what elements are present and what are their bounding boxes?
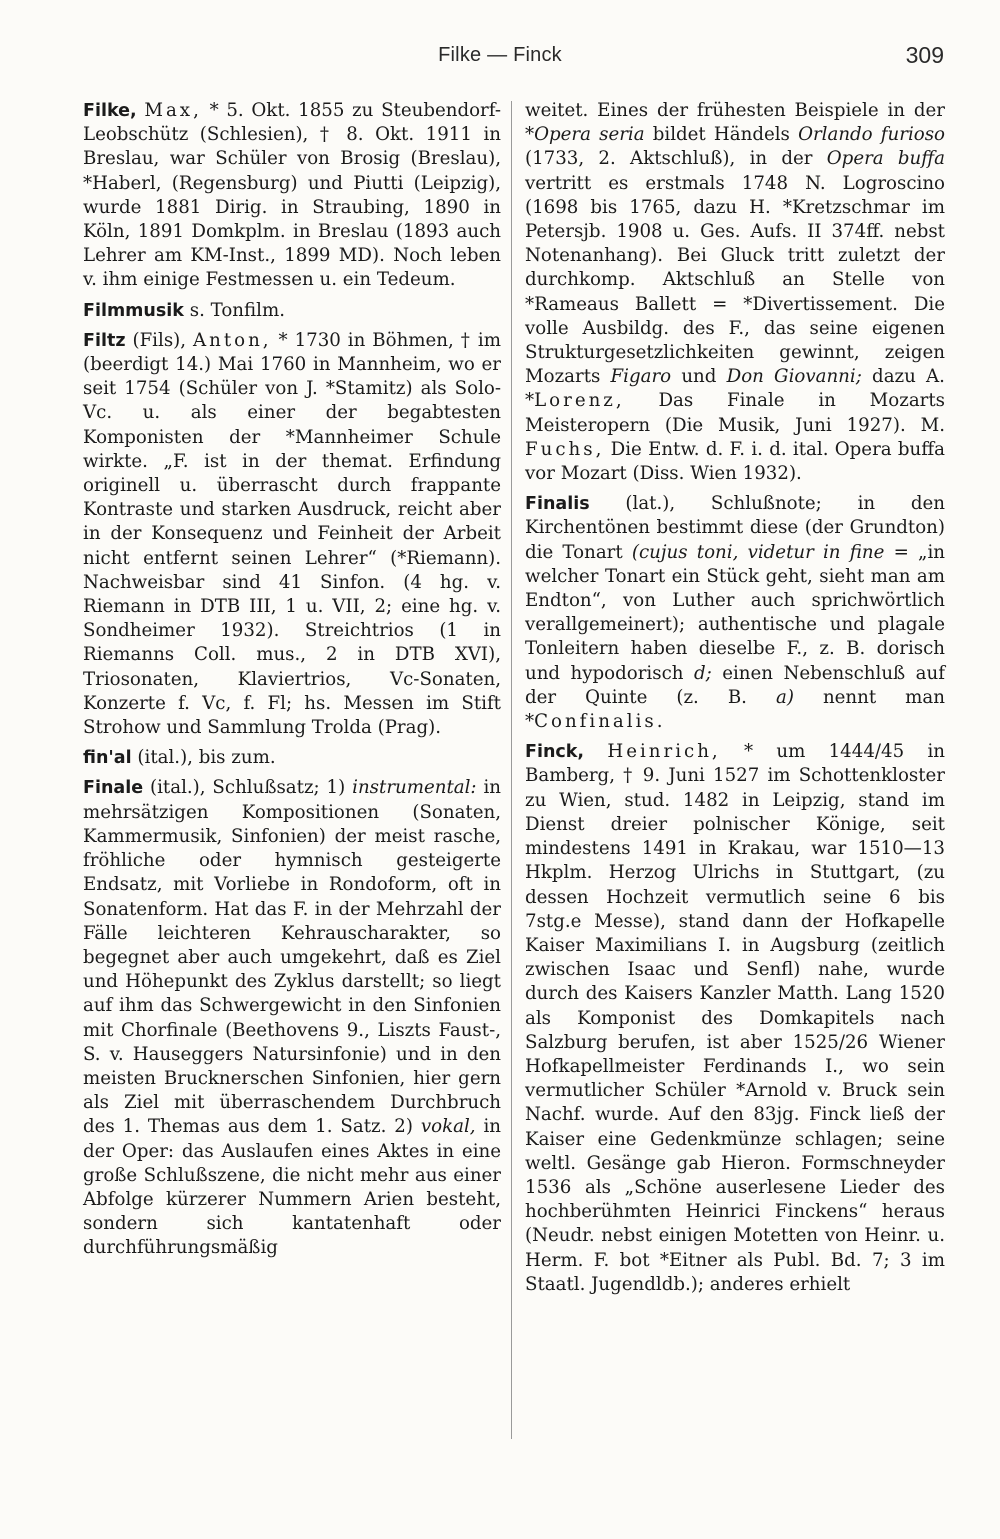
page-number: 309	[905, 42, 944, 68]
headword: Filtz	[83, 330, 126, 351]
left-column	[83, 99, 501, 1267]
entry-finck	[525, 740, 945, 1297]
entry-text: (ital.), Schlußsatz; 1)	[150, 777, 346, 799]
entry-text: * um 1444/45 in Bamberg, † 9. Juni 1527 im Schottenkloster zu Wien, stud. 1482 in Leipzig, stand im Dienst dreier polnischer Könige, seit mindestens 1491 in Krakau, war 1510—13 Hkplm. Herzog Ulrichs in Stuttgart, (zu dessen Hochzeit vermutlich seine 6 bis 7stg.e Messe), stand dann der Hofkapelle Kaiser Maximilians I. in Augsburg (zeitlich zwischen Isaac und Senfl) nahe, wurde durch des Kaisers Kanzler Matth. Lang 1520 als Komponist des Domkapitels nach Salzburg berufen, ist aber 1525/26 Wiener Hofkapellmeister Ferdinands I., wo sein vermutlicher Schüler *Arnold v. Bruck sein Nachf. wurde. Auf den 83jg. Finck ließ der Kaiser eine Gedenkmünze schlagen; seine weltl. Gesänge gab Hieron. Formschneyder 1536 als „Schöne auserlesene Lieder des hochberühmten Heinrici Finckens“ heraus (Neudr. nebst einigen Motetten von Heinr. u. Herm. F. bot *Eitner als Publ. Bd. 7; 3 im Staatl. Jugendldb.); anderes erhielt	[525, 741, 945, 1295]
entry-finalis	[525, 492, 945, 734]
entry-filke	[83, 99, 501, 293]
entry-text: s. Tonfilm.	[189, 299, 285, 321]
person-name: Anton,	[192, 329, 272, 351]
italic-term: Opera seria	[534, 124, 645, 146]
person-name: Max,	[144, 100, 202, 121]
entry-text: in der Oper: das Auslaufen eines Aktes in eine große Schlußszene, die nicht mehr aus einer Abfolge kürzerer Nummern Arien besteht, sondern sich kantatenhaft oder durchführungsmäßig	[83, 1116, 501, 1259]
headword: Filke,	[83, 101, 137, 121]
person-name: Heinrich,	[607, 741, 721, 763]
entry-text: nennt man *	[525, 686, 945, 733]
headword: fin'al	[83, 748, 132, 769]
entry-text: weitet. Eines der frühesten Beispiele in der *	[525, 100, 945, 146]
entry-text: (Fils),	[132, 329, 187, 351]
entry-filmmusik	[83, 299, 501, 323]
column-divider	[511, 101, 512, 1439]
right-column	[525, 99, 945, 1303]
entry-text: * 5. Okt. 1855 zu Steubendorf-Leobschütz (Schlesien), † 8. Okt. 1911 in Breslau, war Schüler von Brosig (Breslau), *Haberl, (Regensburg) und Piutti (Leipzig), wurde 1881 Dirig. in Straubing, 1890 in Köln, 1891 Domkplm. in Breslau (1893 auch Lehrer am KM-Inst., 1899 MD). Noch leben v. ihm einige Festmessen u. ein Tedeum.	[83, 100, 501, 291]
italic-term: instrumental:	[352, 777, 477, 799]
entry-text: (ital.), bis zum.	[137, 747, 276, 769]
page-header	[0, 40, 1000, 76]
headword: Finck,	[525, 742, 585, 763]
headword: Filmmusik	[83, 300, 184, 321]
entry-text: * 1730 in Böhmen, † im (beerdigt 14.) Mai 1760 in Mannheim, wo er seit 1754 (Schüler von J. *Stamitz) als Solo-Vc. u. als einer der begabtesten Komponisten der *Mannheimer Schule wirkte. „F. ist in der themat. Erfindung originell u. überrascht durch frappante Kontraste und starken Ausdruck, reicht aber in der Konsequenz und Feinheit der Arbeit nicht entfernt seinen Lehrer“ (*Riemann). Nachweisbar sind 41 Sinfon. (4 hg. v. Riemann in DTB III, 1 u. VII, 2; eine hg. v. Sondheimer 1932). Streichtrios (1 in Riemanns Coll. mus., 2 in DTB XVI), Triosonaten, Klaviertrios, Vc-Sonaten, Konzerte f. Vc, f. Fl; hs. Messen im Stift Strohow und Sammlung Trolda (Prag).	[83, 329, 501, 739]
italic-term: a)	[775, 686, 794, 708]
entry-text: Das Finale in Mozarts Meisteropern (Die Musik, Juni 1927). M.	[525, 390, 945, 436]
italic-term: Figaro	[610, 366, 672, 388]
entry-filtz	[83, 329, 501, 740]
entry-text: (1733, 2. Aktschluß), in der	[525, 148, 813, 170]
entry-text: einen Nebenschluß auf der Quinte (z. B.	[525, 662, 945, 708]
entry-finale	[83, 776, 501, 1260]
italic-term: Orlando furioso	[798, 124, 945, 146]
entry-text: und	[681, 366, 717, 388]
entry-text: bildet Händels	[652, 124, 790, 146]
italic-term: d;	[693, 662, 712, 684]
headword: Finale	[83, 778, 144, 799]
entry-text: vertritt es erstmals 1748 N. Logroscino (1698 bis 1765, dazu H. *Kretzschmar im Petersjb. 1908 u. Ges. Aufs. II 374ff. nebst Notenanhang). Bei Gluck tritt zuletzt der durchkomp. Aktschluß an Stelle von *Rameaus Ballett = *Divertissement. Die volle Ausbildg. des F., das seine eigenen Strukturgesetzlichkeiten gewinnt, zeigen Mozarts	[525, 172, 945, 388]
person-name: Confinalis.	[534, 711, 666, 733]
italic-term: vokal,	[420, 1116, 476, 1138]
entry-text: Die Entw. d. F. i. d. ital. Opera buffa vor Mozart (Diss. Wien 1932).	[525, 438, 945, 485]
entry-text: (lat.), Schlußnote; in den Kirchentönen bestimmt diese (der Grundton) die Tonart	[525, 493, 945, 563]
entry-text: = „in welcher Tonart ein Stück geht, sieht man am Endton“, von Luther auch sprichwörtlich verallgemeinert); authentische und plagale Tonleitern haben dieselbe F., z. B. dorisch und hypodorisch	[525, 541, 945, 684]
person-name: Lorenz,	[534, 390, 625, 412]
italic-term: Don Giovanni;	[726, 366, 862, 388]
italic-term: (cujus toni, videtur in fine	[631, 541, 885, 563]
italic-term: Opera buffa	[826, 148, 945, 170]
entry-finale-continued	[525, 99, 945, 486]
running-head: Filke — Finck	[438, 44, 562, 66]
headword: Finalis	[525, 494, 590, 515]
entry-text: dazu A. *	[525, 366, 945, 412]
entry-text: in mehrsätzigen Kompositionen (Sonaten, Kammermusik, Sinfonien) der meist rasche, fröhliche oder hymnisch gesteigerte Endsatz, mit Vorliebe in Rondoform, oft in Sonatenform. Hat das F. in der Mehrzahl der Fälle leichteren Kehrauscharakter, so begegnet aber auch umgekehrt, daß es Ziel und Höhepunkt des Zyklus darstellt; so liegt auf ihm das Schwergewicht in den Sinfonien mit Chorfinale (Beethovens 9., Liszts Faust-, S. v. Hauseggers Natursinfonie) und in den meisten Brucknerschen Sinfonien, hier gern als Ziel mit überraschendem Durchbruch des 1. Themas aus dem 1. Satz. 2)	[83, 777, 501, 1138]
person-name: Fuchs,	[525, 438, 605, 460]
entry-final	[83, 746, 501, 770]
